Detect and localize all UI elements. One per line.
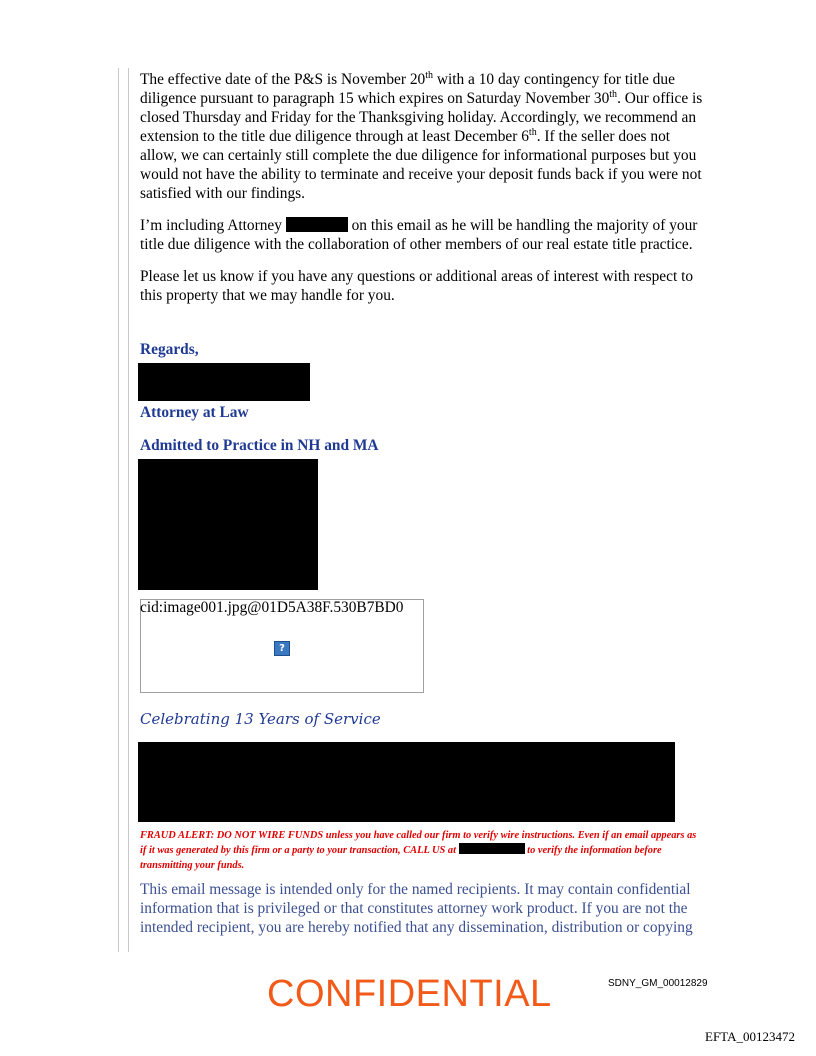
- signature-admitted: Admitted to Practice in NH and MA: [140, 437, 379, 454]
- paragraph-including-attorney: I’m including Attorney on this email as he will be handling the majority of your title due diligence with the collaboration of other members of our real estate title practice.: [140, 217, 698, 253]
- paragraph-effective-date: The effective date of the P&S is November 20th with a 10 day contingency for title due diligence pursuant to paragraph 15 which expires on Saturday November 30th. Our office is closed Thursday and Friday for the Thanksgiving holiday. Accordingly, we recommend an extension to the title due diligence through at least December 6th. If the seller does not allow, we can certainly still complete the due diligence for informational purposes but you would not have the ability to terminate and receive your deposit funds back if you were not satisfied with our findings.: [140, 69, 703, 202]
- quote-bar-inner: [128, 68, 129, 952]
- bates-number: SDNY_GM_00012829: [608, 978, 708, 989]
- signature-title: Attorney at Law: [140, 404, 249, 421]
- email-body: [140, 70, 710, 318]
- redaction-attorney-name: [286, 217, 348, 232]
- redaction-phone: [459, 843, 525, 854]
- confidential-stamp: CONFIDENTIAL: [267, 973, 552, 1015]
- redaction-signature-name: [138, 363, 310, 401]
- confidentiality-disclaimer: This email message is intended only for the named recipients. It may contain confidential information that is privileged or that constitutes attorney work product. If you are not the intended recipient, you are hereby notified that any dissemination, distribution or copying: [140, 881, 693, 936]
- redaction-logo: [138, 459, 318, 590]
- broken-image-icon: ?: [274, 641, 290, 656]
- fraud-alert: FRAUD ALERT: DO NOT WIRE FUNDS unless you have called our firm to verify wire instructions. Even if an email appears as if it was generated by this firm or a party to your transaction, CALL US at to verify the information before transmitting your funds.: [140, 830, 697, 871]
- paragraph-questions: Please let us know if you have any questions or additional areas of interest with respect to this property that we may handle for you.: [140, 268, 694, 304]
- celebrate-tagline: Celebrating 13 Years of Service: [140, 710, 381, 728]
- image-placeholder-cid: cid:image001.jpg@01D5A38F.530B7BD0: [140, 599, 404, 616]
- quote-bar-outer: [118, 68, 119, 952]
- efta-number: EFTA_00123472: [705, 1029, 795, 1044]
- redaction-banner: [138, 742, 675, 822]
- signature-regards: Regards,: [140, 341, 199, 358]
